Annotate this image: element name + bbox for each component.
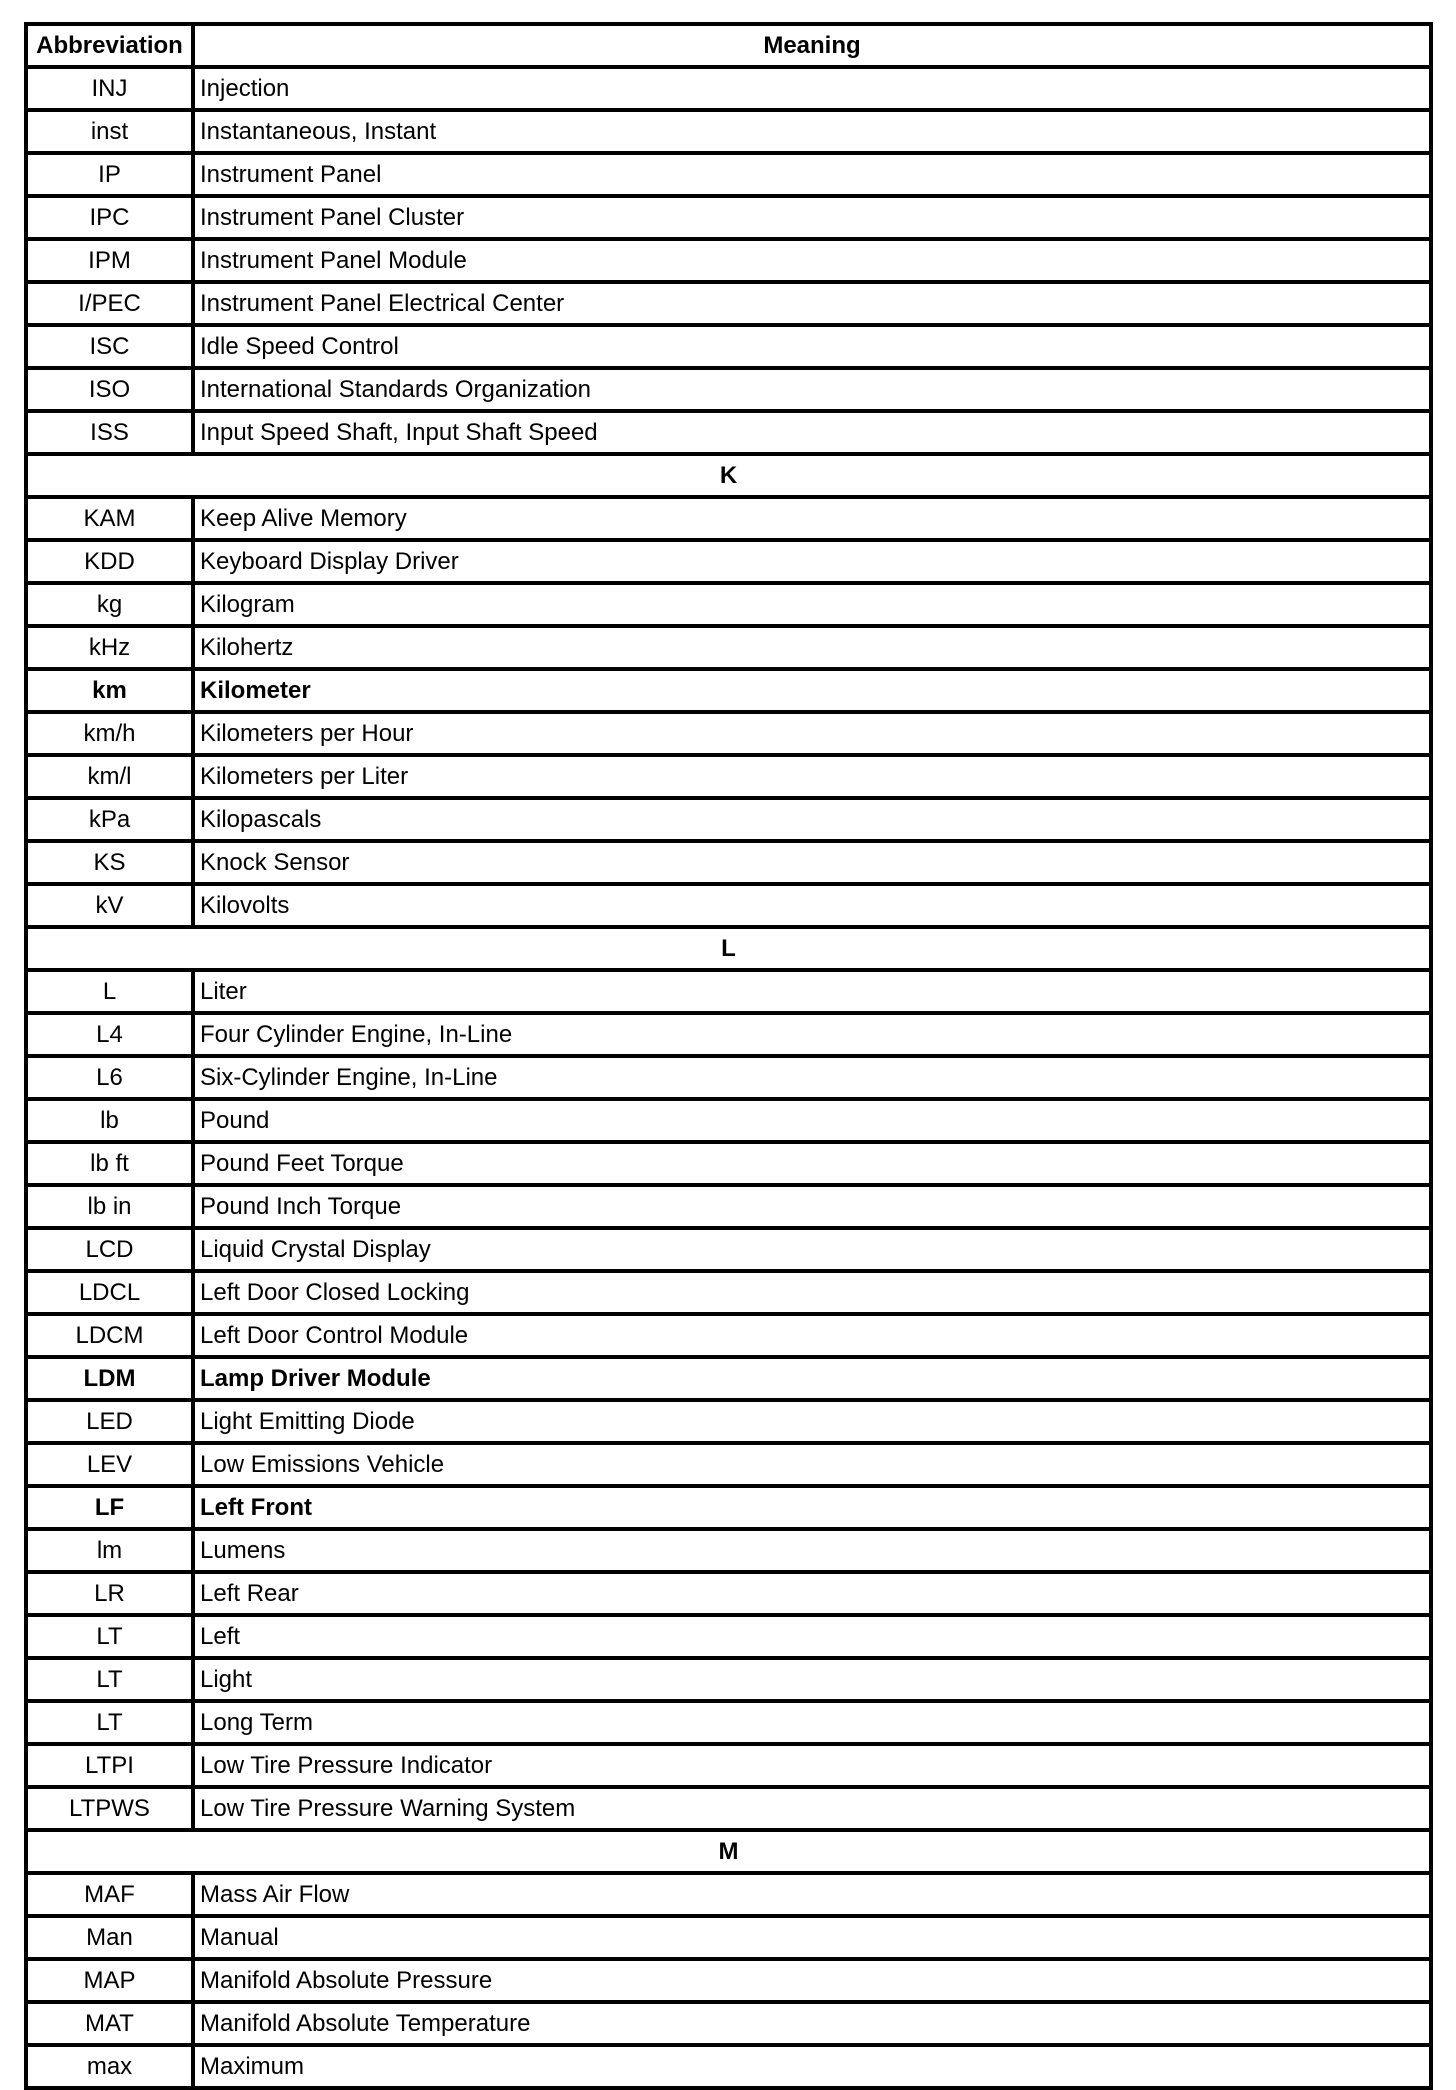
table-row bbox=[26, 282, 1431, 325]
table-row bbox=[26, 1744, 1431, 1787]
meaning-cell: Long Term bbox=[193, 1701, 1431, 1744]
abbreviation-cell: LT bbox=[26, 1701, 193, 1744]
meaning-cell: Six-Cylinder Engine, In-Line bbox=[193, 1056, 1431, 1099]
table-row bbox=[26, 1357, 1431, 1400]
table-row bbox=[26, 755, 1431, 798]
section-letter: M bbox=[26, 1830, 1431, 1873]
section-header-row bbox=[26, 454, 1431, 497]
abbreviation-cell: LED bbox=[26, 1400, 193, 1443]
meaning-cell: Left bbox=[193, 1615, 1431, 1658]
table-row bbox=[26, 1701, 1431, 1744]
meaning-cell: Kilopascals bbox=[193, 798, 1431, 841]
abbreviation-cell: I/PEC bbox=[26, 282, 193, 325]
abbreviation-cell: LF bbox=[26, 1486, 193, 1529]
meaning-cell: Liquid Crystal Display bbox=[193, 1228, 1431, 1271]
abbreviation-cell: KS bbox=[26, 841, 193, 884]
meaning-cell: Pound Feet Torque bbox=[193, 1142, 1431, 1185]
table-row bbox=[26, 540, 1431, 583]
table-row bbox=[26, 1787, 1431, 1830]
table-row bbox=[26, 325, 1431, 368]
abbreviation-cell: MAF bbox=[26, 1873, 193, 1916]
table-row bbox=[26, 1572, 1431, 1615]
abbreviation-cell: LDCL bbox=[26, 1271, 193, 1314]
meaning-cell: Instrument Panel Cluster bbox=[193, 196, 1431, 239]
abbreviation-cell: lm bbox=[26, 1529, 193, 1572]
table-row bbox=[26, 1185, 1431, 1228]
section-header-row bbox=[26, 1830, 1431, 1873]
table-row bbox=[26, 1529, 1431, 1572]
abbreviation-cell: lb bbox=[26, 1099, 193, 1142]
meaning-cell: Left Door Control Module bbox=[193, 1314, 1431, 1357]
abbreviation-cell: LR bbox=[26, 1572, 193, 1615]
table-row bbox=[26, 67, 1431, 110]
abbreviation-cell: km/h bbox=[26, 712, 193, 755]
table-row bbox=[26, 626, 1431, 669]
abbreviation-cell: kHz bbox=[26, 626, 193, 669]
meaning-cell: Idle Speed Control bbox=[193, 325, 1431, 368]
abbreviation-cell: L4 bbox=[26, 1013, 193, 1056]
abbreviation-cell: max bbox=[26, 2045, 193, 2088]
table-row bbox=[26, 1658, 1431, 1701]
abbreviation-cell: L bbox=[26, 970, 193, 1013]
table-row bbox=[26, 368, 1431, 411]
table-row bbox=[26, 497, 1431, 540]
meaning-cell: Knock Sensor bbox=[193, 841, 1431, 884]
table-body bbox=[26, 67, 1431, 2088]
table-row bbox=[26, 153, 1431, 196]
meaning-cell: Instantaneous, Instant bbox=[193, 110, 1431, 153]
meaning-cell: Low Tire Pressure Warning System bbox=[193, 1787, 1431, 1830]
meaning-cell: Liter bbox=[193, 970, 1431, 1013]
table-row bbox=[26, 196, 1431, 239]
abbreviation-column-header: Abbreviation bbox=[26, 24, 193, 67]
meaning-cell: Low Tire Pressure Indicator bbox=[193, 1744, 1431, 1787]
table-row bbox=[26, 2045, 1431, 2088]
meaning-column-header: Meaning bbox=[193, 24, 1431, 67]
abbreviation-cell: lb ft bbox=[26, 1142, 193, 1185]
abbreviation-cell: KAM bbox=[26, 497, 193, 540]
section-letter: L bbox=[26, 927, 1431, 970]
meaning-cell: Instrument Panel bbox=[193, 153, 1431, 196]
abbreviation-cell: L6 bbox=[26, 1056, 193, 1099]
abbreviation-cell: km bbox=[26, 669, 193, 712]
meaning-cell: Kilometers per Hour bbox=[193, 712, 1431, 755]
meaning-cell: Instrument Panel Electrical Center bbox=[193, 282, 1431, 325]
table-row bbox=[26, 669, 1431, 712]
table-row bbox=[26, 1959, 1431, 2002]
meaning-cell: Kilometers per Liter bbox=[193, 755, 1431, 798]
table-row bbox=[26, 1443, 1431, 1486]
table-row bbox=[26, 1314, 1431, 1357]
abbreviation-cell: IPM bbox=[26, 239, 193, 282]
meaning-cell: Input Speed Shaft, Input Shaft Speed bbox=[193, 411, 1431, 454]
meaning-cell: Pound bbox=[193, 1099, 1431, 1142]
table-row bbox=[26, 712, 1431, 755]
abbreviation-cell: Man bbox=[26, 1916, 193, 1959]
abbreviation-cell: IPC bbox=[26, 196, 193, 239]
table-row bbox=[26, 1013, 1431, 1056]
table-row bbox=[26, 110, 1431, 153]
abbreviation-cell: LEV bbox=[26, 1443, 193, 1486]
table-row bbox=[26, 841, 1431, 884]
table-row bbox=[26, 2002, 1431, 2045]
abbreviation-cell: MAP bbox=[26, 1959, 193, 2002]
meaning-cell: Left Door Closed Locking bbox=[193, 1271, 1431, 1314]
table-row bbox=[26, 239, 1431, 282]
abbreviation-cell: inst bbox=[26, 110, 193, 153]
abbreviation-cell: kV bbox=[26, 884, 193, 927]
abbreviation-cell: kPa bbox=[26, 798, 193, 841]
abbreviation-cell: km/l bbox=[26, 755, 193, 798]
table-row bbox=[26, 884, 1431, 927]
table-row bbox=[26, 1099, 1431, 1142]
abbreviation-cell: LT bbox=[26, 1658, 193, 1701]
abbreviation-cell: IP bbox=[26, 153, 193, 196]
abbreviation-cell: ISO bbox=[26, 368, 193, 411]
meaning-cell: Mass Air Flow bbox=[193, 1873, 1431, 1916]
meaning-cell: Kilohertz bbox=[193, 626, 1431, 669]
meaning-cell: Pound Inch Torque bbox=[193, 1185, 1431, 1228]
meaning-cell: Low Emissions Vehicle bbox=[193, 1443, 1431, 1486]
table-row bbox=[26, 1142, 1431, 1185]
table-row bbox=[26, 583, 1431, 626]
table-row bbox=[26, 1486, 1431, 1529]
abbreviation-cell: LDM bbox=[26, 1357, 193, 1400]
abbreviation-cell: LDCM bbox=[26, 1314, 193, 1357]
meaning-cell: Light bbox=[193, 1658, 1431, 1701]
abbreviation-table bbox=[24, 22, 1433, 2090]
abbreviation-cell: kg bbox=[26, 583, 193, 626]
abbreviation-cell: ISC bbox=[26, 325, 193, 368]
header-row bbox=[26, 24, 1431, 67]
abbreviation-cell: INJ bbox=[26, 67, 193, 110]
meaning-cell: Maximum bbox=[193, 2045, 1431, 2088]
abbreviation-cell: LTPI bbox=[26, 1744, 193, 1787]
table-row bbox=[26, 970, 1431, 1013]
meaning-cell: Instrument Panel Module bbox=[193, 239, 1431, 282]
table-row bbox=[26, 1400, 1431, 1443]
meaning-cell: Left Front bbox=[193, 1486, 1431, 1529]
table-row bbox=[26, 1056, 1431, 1099]
meaning-cell: Kilogram bbox=[193, 583, 1431, 626]
abbreviation-cell: ISS bbox=[26, 411, 193, 454]
abbreviation-cell: LTPWS bbox=[26, 1787, 193, 1830]
abbreviation-cell: LCD bbox=[26, 1228, 193, 1271]
meaning-cell: Keyboard Display Driver bbox=[193, 540, 1431, 583]
table-row bbox=[26, 1615, 1431, 1658]
meaning-cell: Lumens bbox=[193, 1529, 1431, 1572]
section-header-row bbox=[26, 927, 1431, 970]
abbreviation-cell: MAT bbox=[26, 2002, 193, 2045]
table-row bbox=[26, 411, 1431, 454]
table-row bbox=[26, 1228, 1431, 1271]
meaning-cell: Injection bbox=[193, 67, 1431, 110]
meaning-cell: Manifold Absolute Pressure bbox=[193, 1959, 1431, 2002]
meaning-cell: Lamp Driver Module bbox=[193, 1357, 1431, 1400]
abbreviation-cell: lb in bbox=[26, 1185, 193, 1228]
table-row bbox=[26, 798, 1431, 841]
meaning-cell: Kilometer bbox=[193, 669, 1431, 712]
meaning-cell: Manifold Absolute Temperature bbox=[193, 2002, 1431, 2045]
abbreviation-cell: KDD bbox=[26, 540, 193, 583]
meaning-cell: International Standards Organization bbox=[193, 368, 1431, 411]
meaning-cell: Kilovolts bbox=[193, 884, 1431, 927]
abbreviation-cell: LT bbox=[26, 1615, 193, 1658]
meaning-cell: Left Rear bbox=[193, 1572, 1431, 1615]
meaning-cell: Four Cylinder Engine, In-Line bbox=[193, 1013, 1431, 1056]
table-row bbox=[26, 1873, 1431, 1916]
meaning-cell: Light Emitting Diode bbox=[193, 1400, 1431, 1443]
table-row bbox=[26, 1271, 1431, 1314]
meaning-cell: Manual bbox=[193, 1916, 1431, 1959]
table-row bbox=[26, 1916, 1431, 1959]
meaning-cell: Keep Alive Memory bbox=[193, 497, 1431, 540]
section-letter: K bbox=[26, 454, 1431, 497]
